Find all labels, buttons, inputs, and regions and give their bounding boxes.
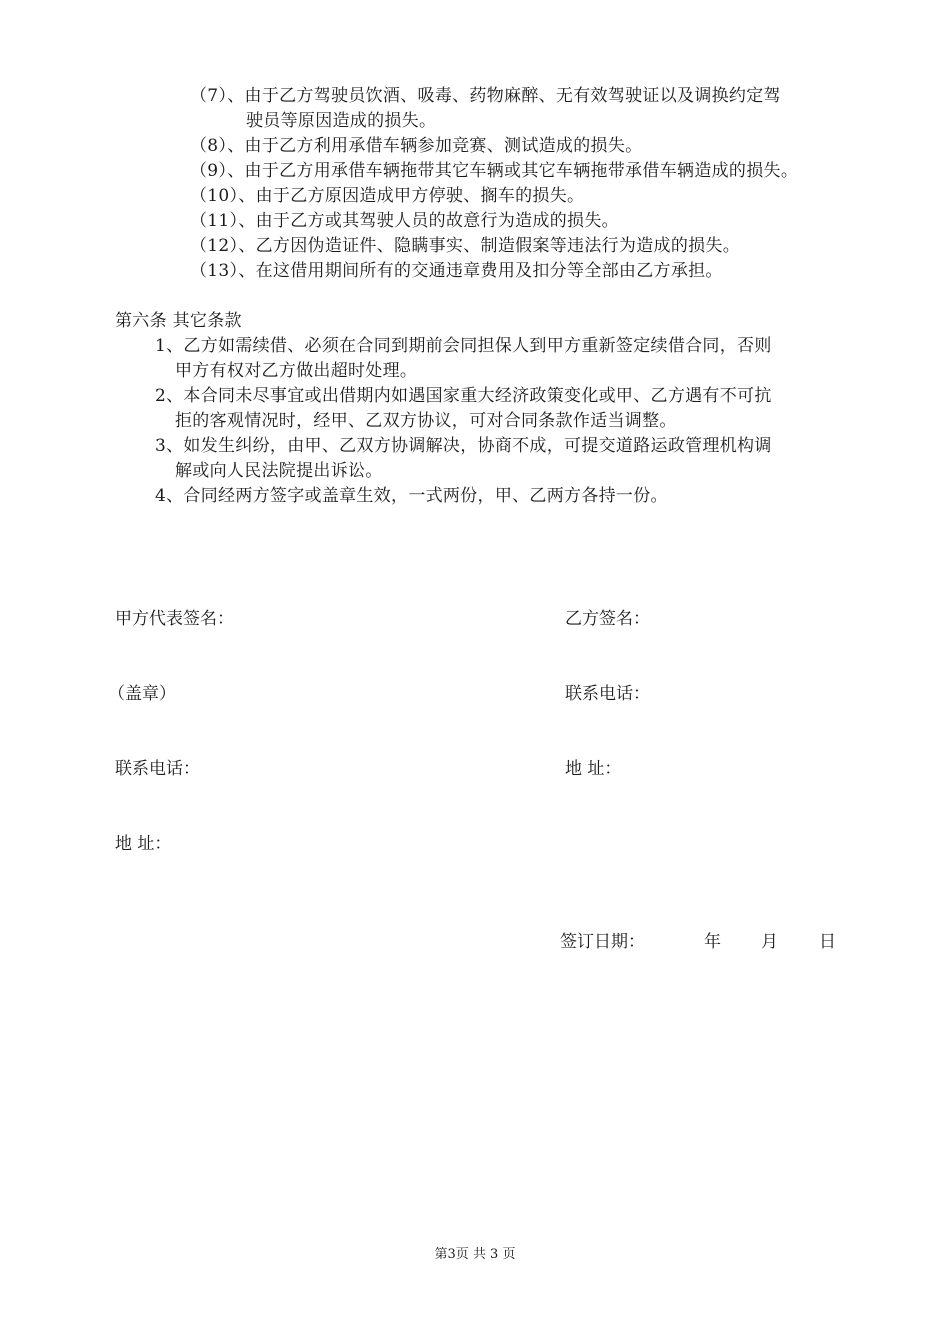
party-b-address-label: 地 址：	[565, 759, 622, 779]
article-6-item-3-line-2: 解或向人民法院提出诉讼。	[175, 461, 383, 481]
clause-9: （9）、由于乙方用承借车辆拖带其它车辆或其它车辆拖带承借车辆造成的损失。	[190, 161, 799, 181]
date-day: 日	[819, 932, 836, 952]
article-6-item-4: 4、合同经两方签字或盖章生效，一式两份，甲、乙两方各持一份。	[155, 486, 668, 506]
signing-date-label: 签订日期：	[560, 932, 645, 952]
article-6-item-1-line-2: 甲方有权对乙方做出超时处理。	[175, 361, 418, 381]
clause-11: （11）、由于乙方或其驾驶人员的故意行为造成的损失。	[190, 211, 619, 231]
article-6-item-2-line-2: 拒的客观情况时，经甲、乙双方协议，可对合同条款作适当调整。	[175, 411, 677, 431]
article-6-item-2-line-1: 2、本合同未尽事宜或出借期内如遇国家重大经济政策变化或甲、乙方遇有不可抗	[155, 386, 772, 406]
article-6-item-1-line-1: 1、乙方如需续借、必须在合同到期前会同担保人到甲方重新签定续借合同，否则	[155, 336, 772, 356]
party-a-address-label: 地 址：	[115, 834, 172, 854]
clause-13: （13）、在这借用期间所有的交通违章费用及扣分等全部由乙方承担。	[190, 261, 723, 281]
article-6-item-3-line-1: 3、如发生纠纷，由甲、乙双方协调解决，协商不成，可提交道路运政管理机构调	[155, 436, 772, 456]
clause-8: （8）、由于乙方利用承借车辆参加竞赛、测试造成的损失。	[190, 136, 643, 156]
page-footer: 第3页 共 3 页	[434, 1247, 516, 1262]
clause-10: （10）、由于乙方原因造成甲方停驶、搁车的损失。	[190, 186, 585, 206]
party-b-signature-label: 乙方签名：	[565, 609, 650, 629]
clause-7-line-2: 驶员等原因造成的损失。	[246, 111, 437, 131]
article-6-title: 第六条 其它条款	[115, 311, 242, 331]
date-year: 年	[704, 932, 721, 952]
date-month: 月	[761, 932, 778, 952]
party-b-phone-label: 联系电话：	[565, 684, 650, 704]
seal-label: （盖章）	[108, 684, 176, 704]
party-a-representative-label: 甲方代表签名：	[115, 609, 234, 629]
party-a-phone-label: 联系电话：	[115, 759, 200, 779]
clause-7-line-1: （7）、由于乙方驾驶员饮酒、吸毒、药物麻醉、无有效驾驶证以及调换约定驾	[190, 86, 781, 106]
clause-12: （12）、乙方因伪造证件、隐瞒事实、制造假案等违法行为造成的损失。	[190, 236, 741, 256]
